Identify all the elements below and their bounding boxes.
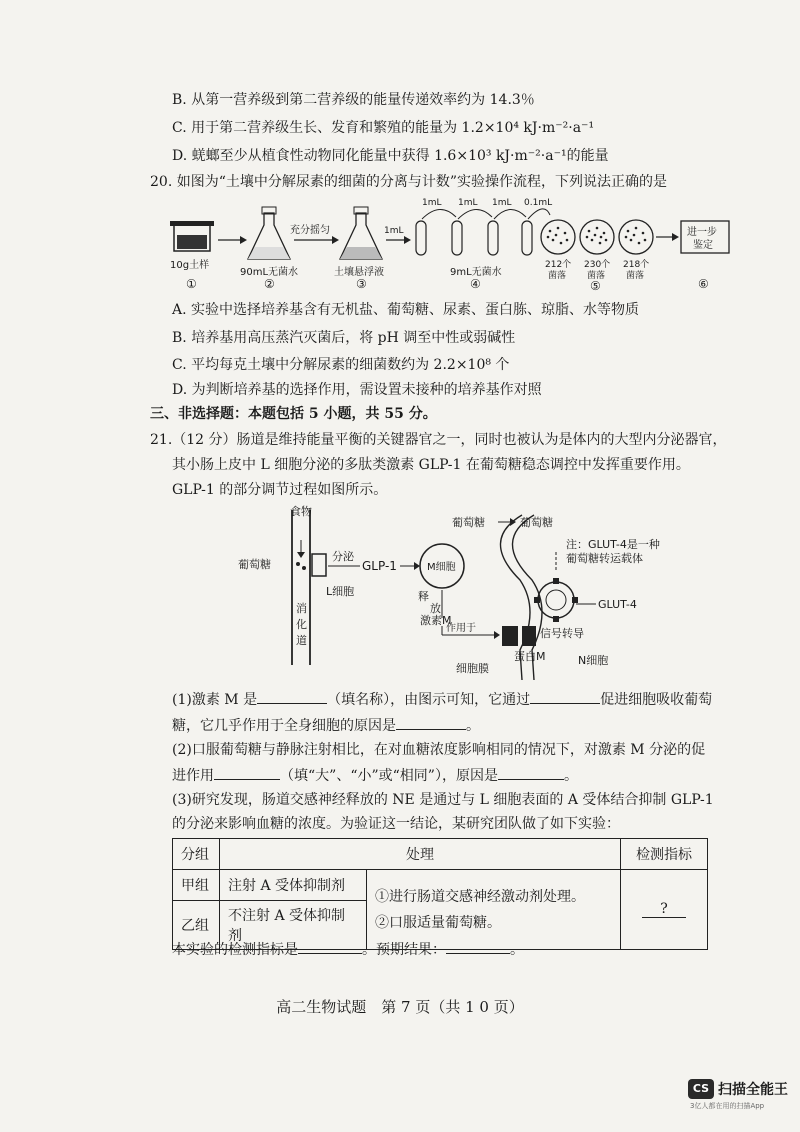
m-cell-label: M细胞 (427, 562, 456, 573)
colony-count-1: 212个 (545, 260, 572, 270)
q21-final-c: 。 (510, 942, 524, 958)
q21-final-a: 本实验的检测指标是 (172, 942, 298, 958)
q21-sub2-d: 。 (563, 768, 578, 784)
q21-intro-2: 其小肠上皮中 L 细胞分泌的多肽类激素 GLP-1 在葡萄糖稳态调控中发挥重要作用。 (172, 457, 690, 473)
protein-m-receptor (502, 626, 518, 646)
table-row (173, 839, 708, 870)
q20-option-d: D. 为判断培养基的选择作用，需设置未接种的培养基作对照 (172, 382, 542, 398)
q21-sub2-line2 (172, 766, 578, 786)
colony-count-3: 218个 (623, 260, 650, 270)
gut-label-2: 化 (296, 618, 307, 631)
glp1-label: GLP-1 (362, 559, 397, 573)
colony-word-3: 菌落 (626, 271, 645, 281)
scanner-watermark (688, 1078, 788, 1111)
step-5: ⑤ (590, 279, 601, 293)
answer-blank-index[interactable] (298, 953, 362, 954)
flask2-label: 土壤悬浮液 (334, 267, 384, 278)
watermark-title: 扫描全能王 (718, 1081, 788, 1098)
answer-blank-result[interactable] (446, 953, 510, 954)
q19-option-d: D. 蜣螂至少从植食性动物同化能量中获得 1.6×10³ kJ·m⁻²·a⁻¹的能量 (172, 148, 609, 164)
q21-sub2-c: （填“大”、“小”或“相同”），原因是 (280, 768, 498, 784)
colony-count-2: 230个 (584, 260, 611, 270)
glut4-label: GLUT-4 (598, 598, 637, 611)
shake-label: 充分摇匀 (290, 225, 330, 236)
row1-group: 甲组 (173, 870, 220, 901)
q19-option-c: C. 用于第二营养级生长、发育和繁殖的能量为 1.2×10⁴ kJ·m⁻²·a⁻¹ (172, 120, 595, 136)
answer-blank-reason-2[interactable] (498, 779, 564, 780)
row2-group: 乙组 (173, 901, 220, 950)
gut-label-1: 消 (296, 602, 307, 615)
q20-figure (160, 195, 760, 295)
step-6: ⑥ (698, 277, 709, 291)
identify-label-2: 鉴定 (693, 240, 713, 251)
tube-volume-4: 0.1mL (524, 198, 553, 208)
flask-sterile-water-icon (248, 207, 290, 259)
row2-treatment: 不注射 A 受体抑制剂 (220, 901, 367, 950)
common-treatment-2: ②口服适量葡萄糖。 (375, 914, 501, 931)
colony-word-2: 菌落 (587, 271, 606, 281)
identify-label-1: 进一步 (687, 227, 717, 238)
tube-volume-2: 1mL (458, 198, 478, 208)
q21-intro-3: GLP-1 的部分调节过程如图所示。 (172, 482, 388, 498)
cs-logo-icon: CS (688, 1079, 714, 1099)
tube-volume-3: 1mL (492, 198, 512, 208)
q21-sub2-a: (2)口服葡萄糖与静脉注射相比，在对血糖浓度影响相同的情况下，对激素 M 分泌的促 (172, 742, 706, 758)
q21-sub1-line1 (172, 690, 712, 710)
l-cell-box (312, 554, 326, 576)
watermark-subtitle: 3亿人都在用的扫描App (690, 1101, 765, 1110)
q21-sub3-a: (3)研究发现，肠道交感神经释放的 NE 是通过与 L 细胞表面的 A 受体结合抑制 GLP-1 (172, 792, 714, 808)
section-heading: 三、非选择题：本题包括 5 小题，共 55 分。 (150, 406, 437, 422)
q21-sub1-a: (1)激素 M 是 (172, 692, 258, 708)
q21-final-b: 。预期结果： (362, 942, 446, 958)
signal-label: 信号转导 (540, 627, 584, 640)
common-treatment-1: ①进行肠道交感神经激动剂处理。 (375, 888, 585, 905)
q19-option-b: B. 从第一营养级到第二营养级的能量传递效率约为 14.3％ (172, 92, 535, 108)
page-footer: 高二生物试题 第 7 页（共 1 0 页） (276, 998, 524, 1016)
header-group: 分组 (173, 839, 220, 870)
answer-blank-effect[interactable] (214, 779, 280, 780)
q21-figure (230, 500, 700, 685)
vesicle-icon (538, 582, 574, 618)
q21-sub2-b: 进作用 (172, 768, 214, 784)
soil-label: 10g土样 (170, 260, 210, 271)
header-treatment: 处理 (220, 839, 621, 870)
glucose-top-1: 葡萄糖 (452, 516, 485, 529)
answer-blank-hormone-m[interactable] (257, 703, 327, 704)
release-label-2: 放 (430, 602, 441, 615)
q21-sub1-d: 糖，它几乎作用于全身细胞的原因是 (172, 718, 396, 734)
acts-on-label: 作用于 (446, 623, 476, 634)
tube-volume-1: 1mL (422, 198, 442, 208)
step-3: ③ (356, 277, 367, 291)
l-cell-label: L细胞 (326, 585, 355, 598)
petri-dishes-icon (541, 220, 653, 254)
row1-treatment: 注射 A 受体抑制剂 (220, 870, 367, 901)
first-volume: 1mL (384, 226, 404, 236)
answer-blank-reason-1[interactable] (396, 729, 466, 730)
header-index: 检测指标 (621, 839, 708, 870)
q21-final-line (172, 940, 524, 960)
test-tubes-icon (416, 209, 550, 255)
index-cell (621, 870, 708, 950)
note-1: 注：GLUT-4是一种 (566, 538, 660, 551)
note-2: 葡萄糖转运载体 (566, 552, 643, 565)
index-value[interactable]: ? (642, 901, 686, 918)
q20-option-c: C. 平均每克土壤中分解尿素的细菌数约为 2.2×10⁸ 个 (172, 357, 510, 373)
q20-option-b: B. 培养基用高压蒸汽灭菌后，将 pH 调至中性或弱碱性 (172, 330, 516, 346)
q20-stem: 20. 如图为“土壤中分解尿素的细菌的分离与计数”实验操作流程，下列说法正确的是 (150, 174, 668, 190)
tube-water-label: 9mL无菌水 (450, 267, 502, 278)
protein-m-label: 蛋白M (514, 650, 546, 663)
q21-sub3-b: 的分泌来影响血糖的浓度。为验证这一结论，某研究团队做了如下实验： (172, 816, 620, 832)
experiment-table (172, 838, 708, 950)
flask-soil-suspension-icon (340, 207, 382, 259)
step-1: ① (186, 277, 197, 291)
q21-sub1-e: 。 (466, 718, 480, 734)
membrane-label: 细胞膜 (456, 662, 489, 675)
common-treatment (367, 870, 621, 950)
gut-label-3: 道 (296, 634, 307, 647)
q21-sub1-line2 (172, 716, 480, 736)
q20-option-a: A. 实验中选择培养基含有无机盐、葡萄糖、尿素、蛋白胨、琼脂、水等物质 (172, 302, 640, 318)
step-4: ④ (470, 277, 481, 291)
q21-intro-1: 21.（12 分）肠道是维持能量平衡的关键器官之一，同时也被认为是体内的大型内分泌器官， (150, 432, 727, 448)
glucose-top-2: 葡萄糖 (520, 516, 553, 529)
answer-blank-mechanism[interactable] (530, 703, 600, 704)
n-cell-label: N细胞 (578, 654, 609, 667)
glucose-left-label: 葡萄糖 (238, 558, 271, 571)
colony-word-1: 菌落 (548, 271, 567, 281)
release-label-3: 激素M (420, 614, 452, 627)
flask1-label: 90mL无菌水 (240, 267, 299, 278)
soil-sample-icon (170, 221, 214, 251)
q21-sub1-b: （填名称），由图示可知，它通过 (327, 692, 531, 708)
food-label: 食物 (290, 505, 312, 518)
release-label-1: 释 (418, 590, 429, 603)
q21-sub1-c: 促进细胞吸收葡萄 (600, 692, 713, 708)
table-row (173, 870, 708, 901)
secrete-label: 分泌 (332, 550, 354, 563)
step-2: ② (264, 277, 275, 291)
